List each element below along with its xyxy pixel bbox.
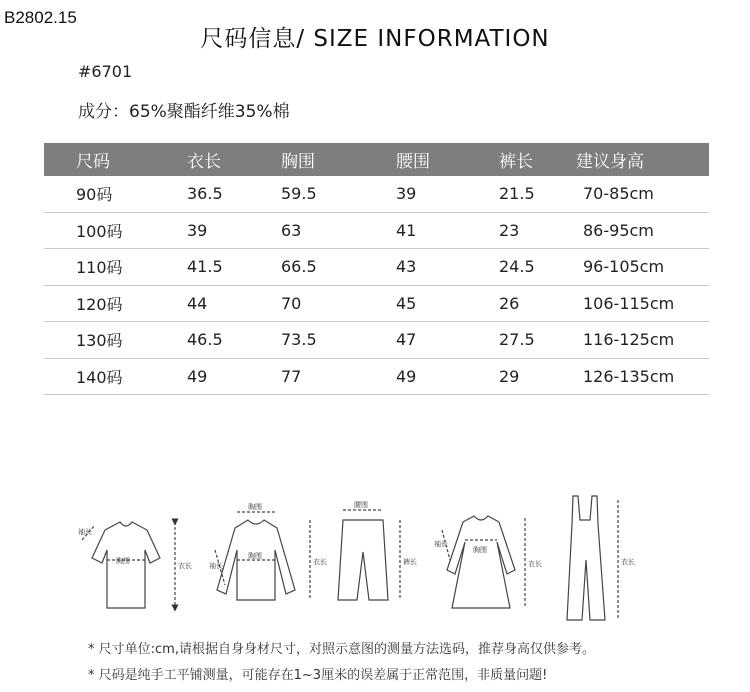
cell-pants-length: 29 — [499, 366, 520, 386]
note-unit: * 尺寸单位:cm,请根据自身身材尺寸，对照示意图的测量方法选码，推荐身高仅供参考。 — [88, 642, 595, 657]
cell-length: 49 — [187, 366, 208, 386]
cell-pants-length: 27.5 — [499, 330, 535, 350]
cell-length: 46.5 — [187, 330, 223, 350]
overalls-diagram — [567, 496, 618, 620]
cell-waist: 39 — [396, 184, 417, 204]
header-size: 尺码 — [76, 152, 110, 172]
measurement-diagrams — [70, 490, 710, 630]
cell-height: 106-115cm — [583, 293, 675, 313]
cell-height: 96-105cm — [583, 257, 665, 277]
cell-height: 70-85cm — [583, 184, 654, 204]
header-height: 建议身高 — [576, 152, 644, 172]
cell-waist: 43 — [396, 257, 417, 277]
shorts-diagram — [338, 510, 400, 600]
cell-pants-length: 26 — [499, 293, 520, 313]
label-sleeve-sweater: 袖长 — [209, 562, 223, 570]
label-sleeve-tshirt: 袖长 — [78, 528, 92, 536]
cell-height: 86-95cm — [583, 220, 654, 240]
cell-waist: 47 — [396, 330, 417, 350]
header-chest: 胸围 — [281, 152, 315, 172]
label-length-dress: 衣长 — [528, 560, 542, 568]
table-row — [44, 322, 709, 359]
cell-length: 44 — [187, 293, 208, 313]
table-row — [44, 249, 709, 286]
label-waist: 腰围 — [354, 501, 368, 509]
cell-size: 130码 — [76, 331, 123, 351]
table-row — [44, 359, 709, 396]
table-row — [44, 213, 709, 250]
header-length: 衣长 — [187, 152, 221, 172]
cell-height: 126-135cm — [583, 366, 675, 386]
style-number: #6701 — [78, 62, 133, 81]
cell-size: 120码 — [76, 294, 123, 314]
label-pants-length: 裤长 — [403, 558, 417, 566]
cell-pants-length: 21.5 — [499, 184, 535, 204]
label-length-sweater: 衣长 — [313, 558, 327, 566]
size-table — [44, 143, 709, 395]
cell-pants-length: 24.5 — [499, 257, 535, 277]
cell-chest: 77 — [281, 366, 302, 386]
sweater-diagram — [215, 512, 310, 600]
cell-height: 116-125cm — [583, 330, 675, 350]
label-chest-sweater: 胸围 — [248, 503, 262, 511]
cell-length: 36.5 — [187, 184, 223, 204]
label-length-overalls: 衣长 — [621, 558, 635, 566]
label-length-tshirt: 衣长 — [178, 562, 192, 570]
cell-waist: 45 — [396, 293, 417, 313]
cell-pants-length: 23 — [499, 220, 520, 240]
cell-chest: 59.5 — [281, 184, 317, 204]
header-waist: 腰围 — [396, 152, 430, 172]
cell-length: 41.5 — [187, 257, 223, 277]
cell-chest: 73.5 — [281, 330, 317, 350]
label-chest-tshirt: 胸围 — [116, 557, 130, 565]
label-chest-sweater-2: 胸围 — [248, 552, 262, 560]
cell-length: 39 — [187, 220, 208, 240]
header-pants-length: 裤长 — [499, 152, 533, 172]
label-chest-dress: 胸围 — [473, 546, 487, 554]
cell-waist: 49 — [396, 366, 417, 386]
cell-size: 100码 — [76, 221, 123, 241]
cell-waist: 41 — [396, 220, 417, 240]
cell-size: 90码 — [76, 185, 113, 205]
cell-size: 110码 — [76, 258, 123, 278]
dress-diagram — [442, 516, 525, 608]
table-row — [44, 286, 709, 323]
page-title: 尺码信息/ SIZE INFORMATION — [200, 26, 550, 52]
size-table-header — [44, 143, 709, 176]
cell-chest: 63 — [281, 220, 302, 240]
cell-chest: 70 — [281, 293, 302, 313]
note-tolerance: * 尺码是纯手工平铺测量，可能存在1~3厘米的误差属于正常范围，非质量问题! — [88, 668, 548, 683]
material-composition: 成分：65%聚酯纤维35%棉 — [78, 102, 290, 122]
table-row — [44, 176, 709, 213]
cell-chest: 66.5 — [281, 257, 317, 277]
product-code: B2802.15 — [4, 8, 77, 27]
label-sleeve-dress: 袖长 — [434, 540, 448, 548]
tshirt-diagram — [82, 522, 175, 608]
cell-size: 140码 — [76, 367, 123, 387]
